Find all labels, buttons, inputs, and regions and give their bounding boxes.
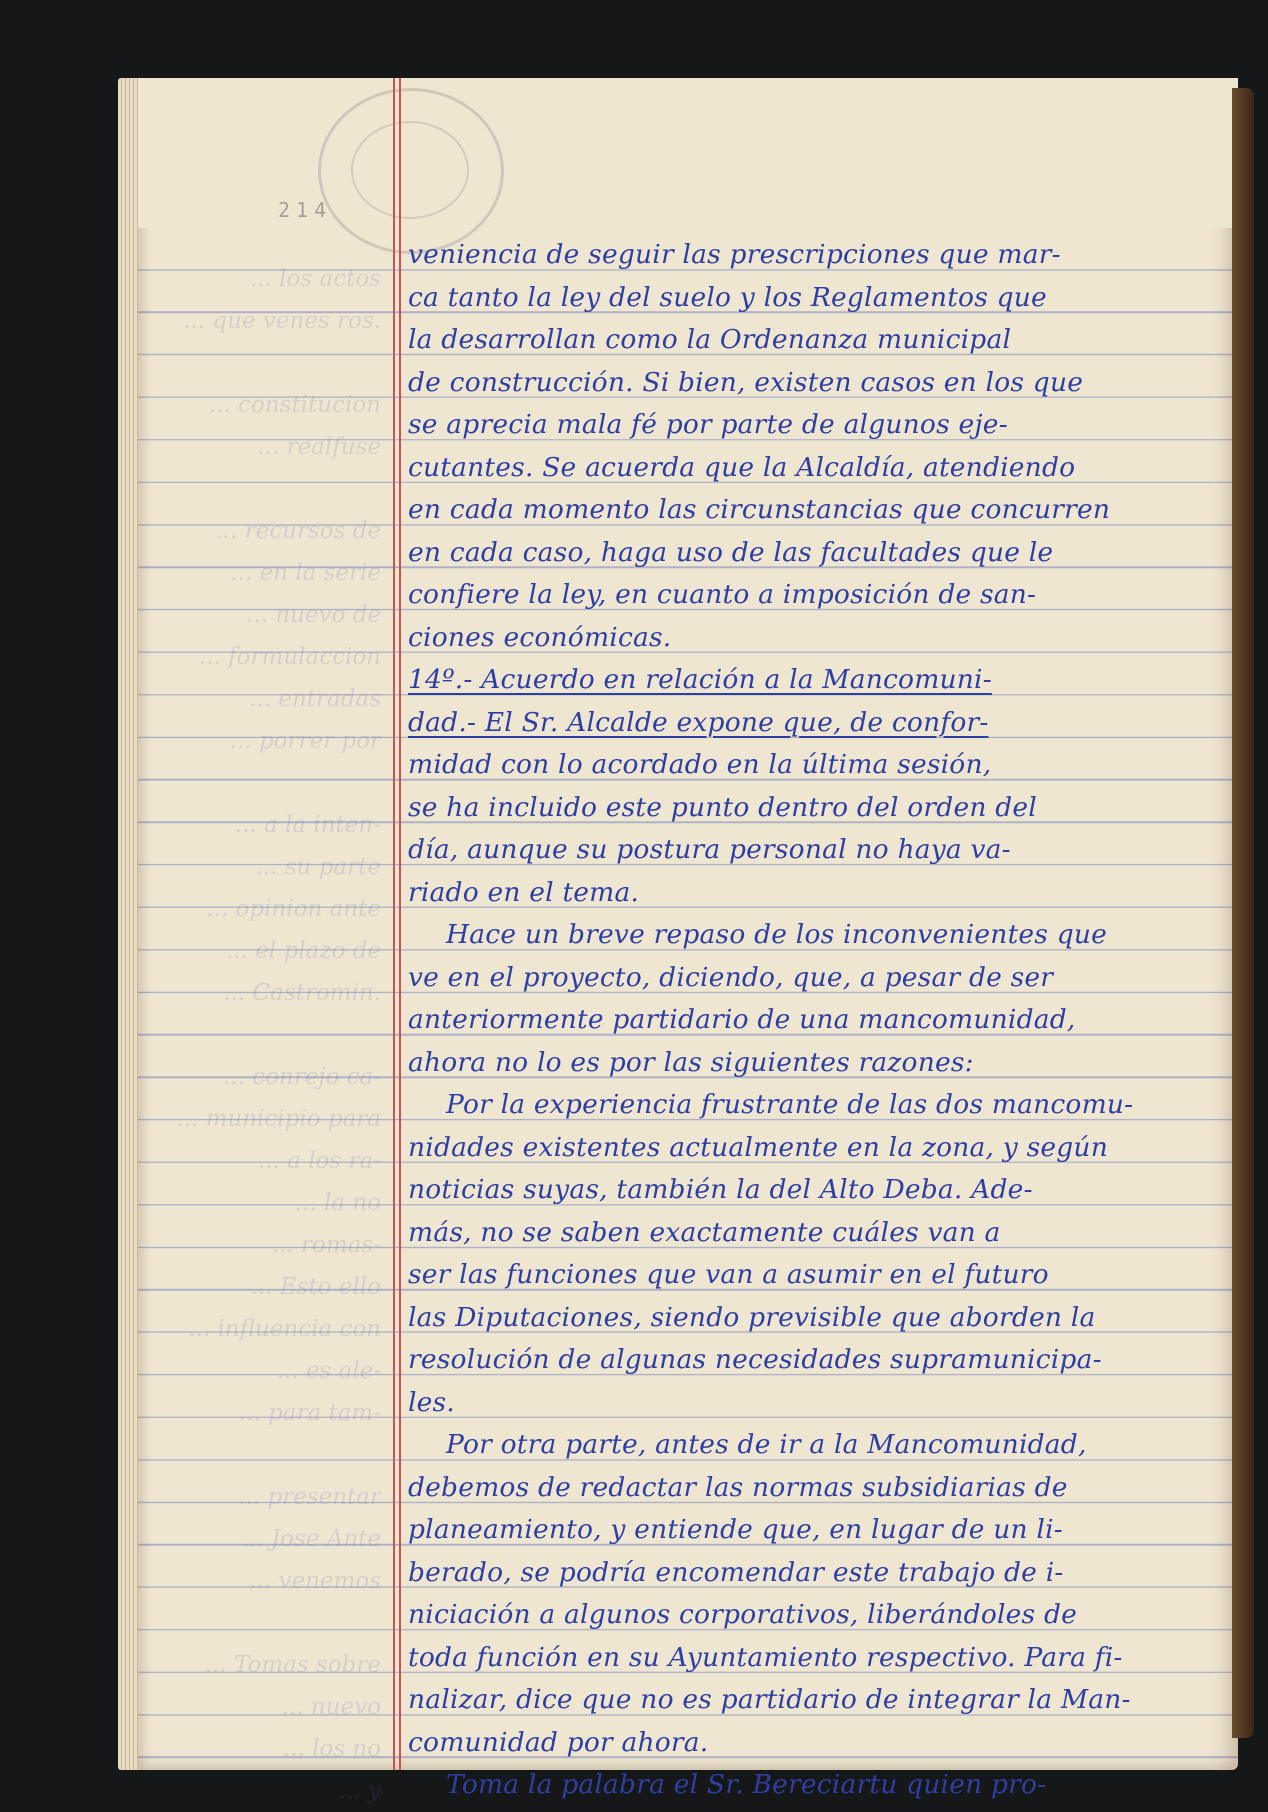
text-line: resolución de algunas necesidades supramunicipa- <box>408 1344 1102 1375</box>
bleed-line: ... recursos de <box>215 518 381 544</box>
bleed-line <box>156 762 381 804</box>
bleed-through-text <box>156 258 381 1812</box>
bleed-line: ... realfuse <box>257 434 381 460</box>
bleed-line <box>156 468 381 510</box>
bleed-line: ... municipio para <box>176 1106 381 1132</box>
text-line: 14º.- Acuerdo en relación a la Mancomuni- <box>408 664 992 695</box>
bleed-line: ... nuevo de <box>246 602 381 628</box>
text-line: planeamiento, y entiende que, en lugar de un li- <box>408 1514 1063 1545</box>
text-line: veniencia de seguir las prescripciones que mar- <box>408 239 1061 270</box>
text-line: niciación a algunos corporativos, liberándoles de <box>408 1599 1078 1630</box>
bleed-line: ... en la serie <box>230 560 381 586</box>
bleed-line: ... nuevo <box>281 1694 381 1720</box>
text-line: en cada momento las circunstancias que concurren <box>408 494 1111 525</box>
bleed-line: ... Tomas sobre <box>204 1652 381 1678</box>
text-line: les. <box>408 1386 455 1418</box>
bleed-line: ... opinion ante <box>206 896 381 922</box>
text-line: Hace un breve repaso de los inconvenientes que <box>446 919 1108 950</box>
handwritten-text-body <box>408 234 1228 1807</box>
text-line: ca tanto la ley del suelo y los Reglamentos que <box>408 281 1047 313</box>
bleed-line: ... romas- <box>271 1232 381 1258</box>
text-line: de construcción. Si bien, existen casos en los que <box>408 366 1084 398</box>
text-line: confiere la ley, en cuanto a imposición de san- <box>408 579 1037 610</box>
bleed-line: ... venemos <box>249 1568 381 1594</box>
ledger-page <box>138 78 1238 1804</box>
ink-stamp <box>318 88 504 254</box>
text-line: ciones económicas. <box>408 621 672 653</box>
bleed-line: ... el plazo de <box>226 938 381 964</box>
bleed-line: ... formulaccion <box>198 644 381 670</box>
bleed-line: ... los actos <box>249 266 381 292</box>
text-line: comunidad por ahora. <box>408 1726 709 1758</box>
text-line: ser las funciones que van a asumir en el futuro <box>408 1259 1049 1290</box>
bleed-line: ... constitucion <box>208 392 381 418</box>
text-line: día, aunque su postura personal no haya va- <box>408 834 1011 865</box>
bleed-line: ... y <box>338 1778 381 1804</box>
bleed-line: ... para tam- <box>238 1400 381 1426</box>
text-line: más, no se saben exactamente cuáles van a <box>408 1216 1001 1248</box>
text-line: ahora no lo es por las siguientes razones: <box>408 1046 974 1078</box>
bleed-line <box>156 1014 381 1056</box>
text-line: nidades existentes actualmente en la zona, y según <box>408 1131 1108 1163</box>
margin-rule-left <box>393 78 395 1770</box>
text-line: anteriormente partidario de una mancomunidad, <box>408 1004 1076 1035</box>
text-line: toda función en su Ayuntamiento respectivo. Para fi- <box>408 1641 1123 1673</box>
text-line: berado, se podría encomendar este trabajo de i- <box>408 1556 1064 1588</box>
bleed-line: ... a los ra- <box>257 1148 381 1174</box>
bleed-line: ... presentar <box>238 1484 381 1510</box>
text-line: se ha incluido este punto dentro del orden del <box>408 791 1037 823</box>
bleed-line: ... es ale- <box>276 1358 381 1384</box>
text-line: Por otra parte, antes de ir a la Mancomunidad, <box>446 1429 1087 1460</box>
bleed-line: ... Jose Ante <box>241 1526 381 1552</box>
bleed-line: ... entradas <box>249 686 381 712</box>
text-line: midad con lo acordado en la última sesión, <box>408 749 992 780</box>
bleed-line: ... Esto ello <box>250 1274 381 1300</box>
text-line: debemos de redactar las normas subsidiarias de <box>408 1471 1068 1503</box>
bleed-line: ... los no <box>282 1736 381 1762</box>
bleed-line: ... influencia con <box>188 1316 381 1342</box>
bleed-line: ... Castromin. <box>223 980 381 1006</box>
book-spine <box>1232 88 1254 1738</box>
bleed-line: ... a la inten- <box>234 812 381 838</box>
bleed-line: ... la no <box>294 1190 381 1216</box>
bleed-line: ... conrejo ca- <box>222 1064 381 1090</box>
text-line: noticias suyas, también la del Alto Deba. Ade- <box>408 1174 1033 1205</box>
text-line: Toma la palabra el Sr. Bereciartu quien pro- <box>446 1769 1047 1800</box>
text-line: nalizar, dice que no es partidario de integrar la Man- <box>408 1684 1131 1715</box>
text-line: riado en el tema. <box>408 876 640 908</box>
text-line: las Diputaciones, siendo previsible que aborden la <box>408 1301 1096 1333</box>
bleed-line <box>156 1434 381 1476</box>
text-line: dad.- El Sr. Alcalde expone que, de confor- <box>408 706 989 738</box>
bleed-line: ... que venes ros. <box>183 308 381 334</box>
bleed-line <box>156 342 381 384</box>
page-number: 214 <box>278 198 333 222</box>
bleed-line: ... porrer por <box>229 728 381 754</box>
text-line: ve en el proyecto, diciendo, que, a pesar de ser <box>408 961 1054 993</box>
margin-rule-right <box>399 78 401 1770</box>
text-line: se aprecia mala fé por parte de algunos eje- <box>408 409 1008 440</box>
text-line: la desarrollan como la Ordenanza municipal <box>408 324 1012 355</box>
bleed-line <box>156 1602 381 1644</box>
text-line: cutantes. Se acuerda que la Alcaldía, atendiendo <box>408 451 1076 483</box>
bleed-line: ... su parte <box>255 854 381 880</box>
text-line: Por la experiencia frustrante de las dos mancomu- <box>446 1089 1134 1120</box>
text-line: en cada caso, haga uso de las facultades que le <box>408 536 1054 568</box>
